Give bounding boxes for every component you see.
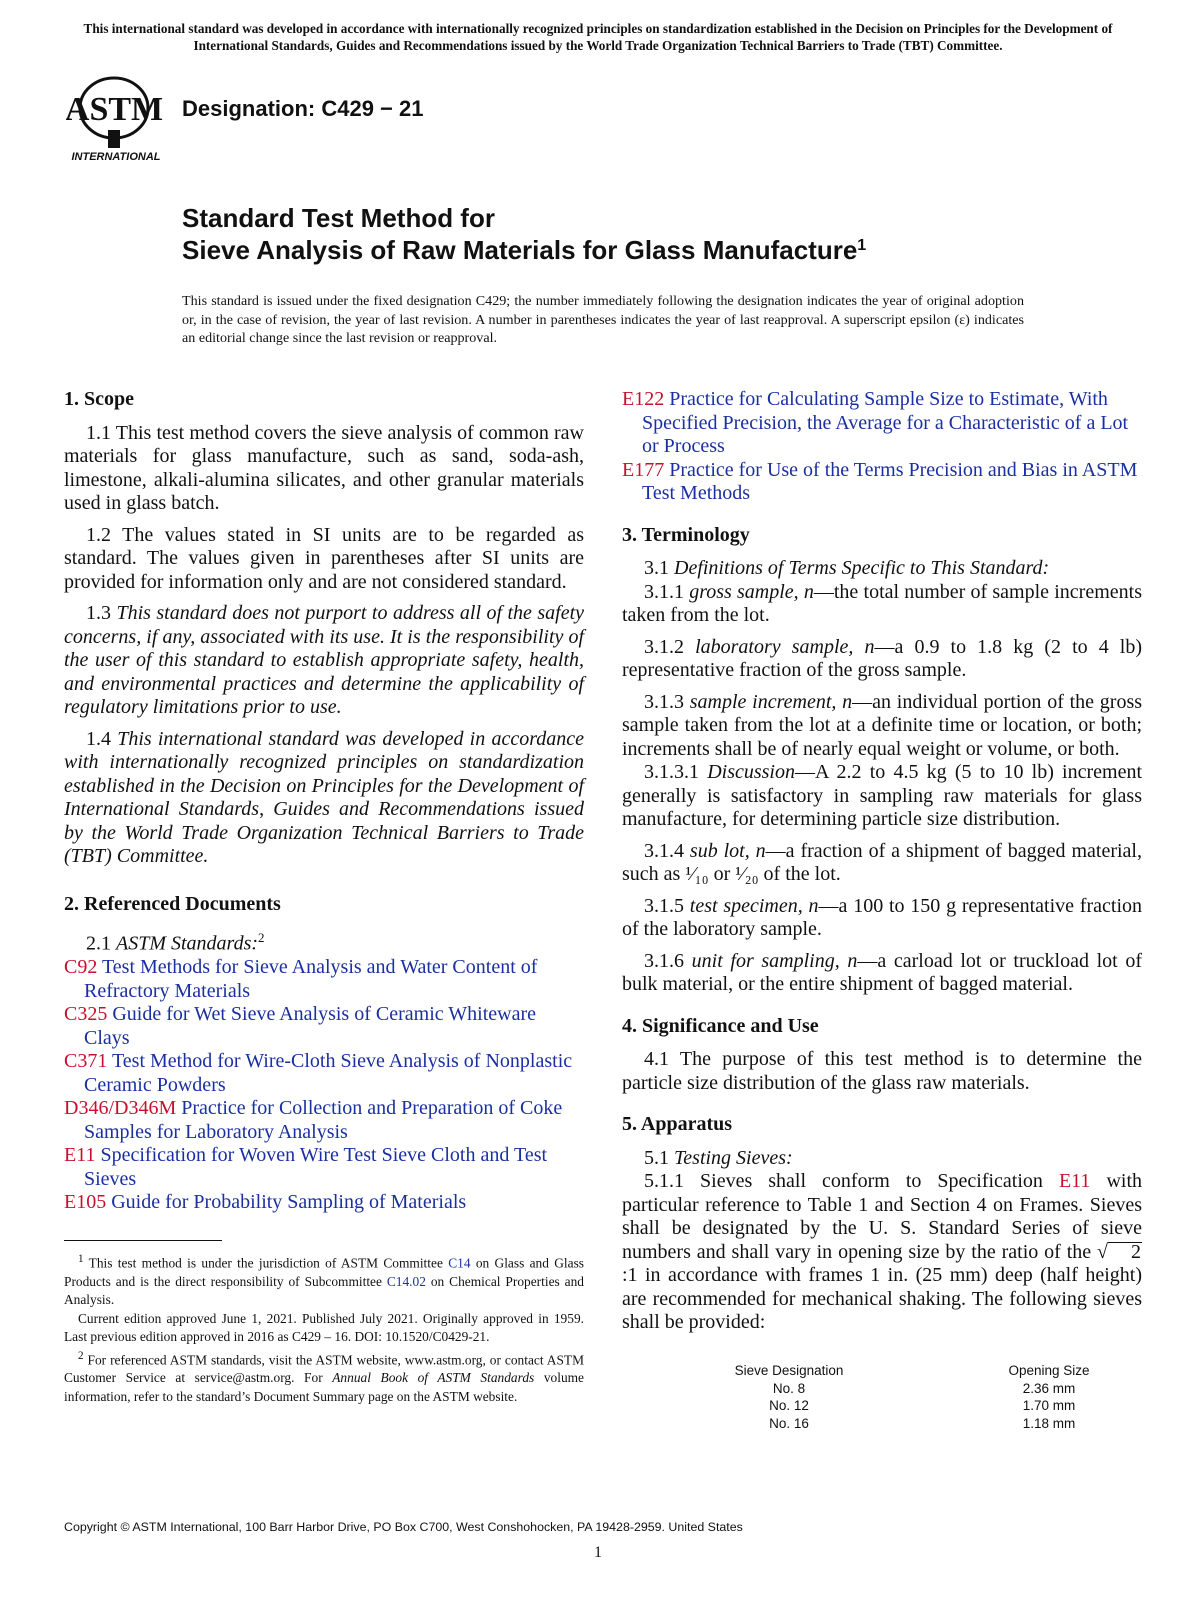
paragraph-2-1: 2.1 ASTM Standards:$^2$ (86, 930, 265, 955)
definition-3-1-5: 3.1.5 test specimen, n—a 100 to 150 g representative fraction of the laboratory sample. (622, 894, 1142, 940)
table-row (640, 1380, 1160, 1398)
paragraph-5-1-1: 5.1.1 Sieves shall conform to Specification E11 with particular reference to Table 1 and Section 4 on Frames. Sieves shall be designated by the U. S. Standard Series of sieve numbers and shall vary in opening size by the ratio of the √ 2:1 in accordance with frames 1 in. (25 mm) deep (half height) are recommended for mechanical shaking. The following sieves shall be provided: (622, 1170, 1142, 1333)
reference-item[interactable] (64, 1097, 584, 1144)
table-cell: 1.70 mm (1022, 1398, 1076, 1413)
definition-3-1-3: 3.1.3 sample increment, n—an individual portion of the gross sample taken from the lot at a definite time or location, or both; increments shall be of nearly equal weight or volume, or both. (622, 690, 1143, 760)
table-cell: No. 8 (772, 1380, 806, 1396)
reference-title-link[interactable]: Practice for Use of the Terms Precision and Bias in ASTM Test Methods (642, 458, 1138, 504)
committee-link[interactable]: C14 (448, 1255, 471, 1271)
copyright: Copyright © ASTM International, 100 Barr Harbor Drive, PO Box C700, West Conshohocken, PA 19428-2959. United States (64, 1520, 743, 1534)
definition-3-1-4: 3.1.4 sub lot, n—a fraction of a shipment of bagged material, such as ¹⁄₁₀ or ¹⁄₂₀ of the lot. (622, 839, 1142, 885)
reference-item[interactable] (622, 388, 1142, 459)
reference-item[interactable] (64, 1050, 584, 1097)
reference-code-link[interactable]: C92 (64, 956, 98, 979)
table-header-row (640, 1362, 1160, 1380)
reference-code-link[interactable]: D346/D346M (64, 1097, 177, 1120)
footnote-1: $^1$ This test method is under the jurisdiction of ASTM Committee C14 on Glass and Glass Products and is the direct responsibility of Subcommittee C14.02 on Chemical Properties and Analysis. (64, 1253, 584, 1308)
paragraph-5-1: 5.1 Testing Sieves: (644, 1146, 793, 1169)
reference-code-link[interactable]: C371 (64, 1050, 108, 1073)
table-cell: 1.18 mm (1022, 1415, 1076, 1431)
table-cell: 2.36 mm (1022, 1380, 1076, 1396)
title-footnote-mark: 1 (857, 237, 867, 254)
reference-title-link[interactable]: Specification for Woven Wire Test Sieve Cloth and Test Sieves (84, 1144, 548, 1190)
table-cell: No. 16 (769, 1415, 809, 1431)
table-cell: No. 12 (769, 1398, 809, 1413)
table-row (640, 1415, 1160, 1433)
definition-3-1-1: 3.1.1 gross sample, n—the total number of sample increments taken from the lot. (622, 580, 1142, 626)
section-heading-terminology: 3. Terminology (622, 523, 750, 546)
section-heading-apparatus: 5. Apparatus (622, 1113, 733, 1135)
section-heading-significance: 4. Significance and Use (622, 1014, 819, 1037)
definition-3-1-2: 3.1.2 laboratory sample, n—a 0.9 to 1.8 kg (2 to 4 lb) representative fraction of the gross sample. (622, 635, 1143, 681)
reference-title-link[interactable]: Guide for Probability Sampling of Materials (111, 1191, 467, 1214)
table-row (640, 1397, 1160, 1415)
astm-logo (66, 72, 166, 164)
reference-code-link[interactable]: C325 (64, 1003, 108, 1026)
footnote-2: $^2$ For referenced ASTM standards, visit the ASTM website, www.astm.org, or contact ASTM Customer Service at service@astm.org. For Annual Book of ASTM Standards volume information, refer to the standard’s Document Summary page on the ASTM website. (64, 1349, 584, 1404)
footnotes (64, 1250, 584, 1406)
reference-code-link[interactable]: E11 (64, 1144, 96, 1167)
definition-3-1-6: 3.1.6 unit for sampling, n—a carload lot or truckload lot of bulk material, or the entire shipment of bagged material. (622, 949, 1142, 995)
reference-link-e11[interactable]: E11 (1058, 1170, 1091, 1192)
paragraph-3-1: 3.1 Definitions of Terms Specific to This Standard: (644, 557, 1050, 579)
reference-item[interactable] (64, 1144, 584, 1191)
paragraph-1-1: 1.1 This test method covers the sieve analysis of common raw materials for glass manufacture, such as sand, soda-ash, limestone, alkali-alumina silicates, and other granular materials used in glass batch. (64, 421, 584, 514)
paragraph-1-3: 1.3 This standard does not purport to address all of the safety concerns, if any, associated with its use. It is the responsibility of the user of this standard to establish appropriate safety, health, and environmental practices and determine the applicability of regulatory limitations prior to use. (64, 602, 585, 718)
discussion-3-1-3-1: 3.1.3.1 Discussion—A 2.2 to 4.5 kg (5 to 10 lb) increment generally is satisfactory in sampling raw materials for glass manufacture, for determining particle size distribution. (622, 761, 1143, 830)
reference-title-link[interactable]: Practice for Collection and Preparation of Coke Samples for Laboratory Analysis (84, 1097, 563, 1143)
reference-code-link[interactable]: E177 (622, 458, 665, 481)
reference-item[interactable] (64, 1003, 584, 1050)
reference-title-link[interactable]: Test Method for Wire-Cloth Sieve Analysis of Nonplastic Ceramic Powders (84, 1050, 573, 1096)
table-header: Sieve Designation (734, 1363, 844, 1378)
title-line-2: Sieve Analysis of Raw Materials for Glass Manufacture$^1$ (182, 235, 867, 265)
right-column (622, 388, 1142, 1343)
header-notice: This international standard was developed in accordance with internationally recognized principles on standardization established in the Decision on Principles for the Development of International Standards, Guides and Recommendations issued by the World Trade Organization Technical Barriers to Trade (TBT) Committee. (83, 21, 1113, 53)
logo-subtext: INTERNATIONAL (71, 151, 161, 163)
document-title (182, 202, 866, 266)
paragraph-1-2: 1.2 The values stated in SI units are to be regarded as standard. The values given in parentheses after SI units are provided for information only and are not considered standard. (64, 523, 584, 593)
reference-title-link[interactable]: Guide for Wet Sieve Analysis of Ceramic Whiteware Clays (84, 1003, 536, 1049)
issuance-note: This standard is issued under the fixed designation C429; the number immediately following the designation indicates the year of original adoption or, in the case of revision, the year of last revision. A number in parentheses indicates the year of last reapproval. A superscript epsilon (ε) indicates an editorial change since the last revision or reapproval. (182, 293, 1024, 346)
reference-code-link[interactable]: E105 (64, 1191, 107, 1214)
subcommittee-link[interactable]: C14.02 (386, 1273, 426, 1289)
sqrt-radicand: 2 (1108, 1242, 1142, 1262)
reference-code-link[interactable]: E122 (622, 388, 665, 410)
designation: Designation: C429 − 21 (182, 96, 424, 121)
section-heading-scope: 1. Scope (64, 388, 134, 410)
section-heading-referenced: 2. Referenced Documents (64, 892, 281, 915)
logo-text: ASTM (66, 91, 164, 128)
footnote-divider (64, 1240, 222, 1241)
page-number: 1 (594, 1544, 602, 1561)
reference-item[interactable] (622, 459, 1142, 506)
reference-item[interactable] (64, 1191, 584, 1215)
footnote-1-edition: Current edition approved June 1, 2021. Published July 2021. Originally approved in 1959. Last previous edition approved in 2016 as C429 – 16. DOI: 10.1520/C0429-21. (64, 1310, 584, 1345)
table-header: Opening Size (1008, 1363, 1090, 1378)
reference-title-link[interactable]: Test Methods for Sieve Analysis and Water Content of Refractory Materials (84, 956, 538, 1002)
reference-item[interactable] (64, 956, 584, 1003)
left-column (64, 388, 584, 1215)
reference-title-link[interactable]: Practice for Calculating Sample Size to Estimate, With Specified Precision, the Average for a Characteristic of a Lot or Process (642, 388, 1129, 457)
title-line-1: Standard Test Method for (182, 203, 495, 233)
paragraph-1-4: 1.4 This international standard was developed in accordance with internationally recognized principles on standardization established in the Decision on Principles for the Development of International Standards, Guides and Recommendations issued by the World Trade Organization Technical Barriers to Trade (TBT) Committee. (64, 727, 584, 867)
paragraph-4-1: 4.1 The purpose of this test method is to determine the particle size distribution of the glass raw materials. (622, 1048, 1142, 1094)
sieve-table (640, 1362, 1160, 1432)
